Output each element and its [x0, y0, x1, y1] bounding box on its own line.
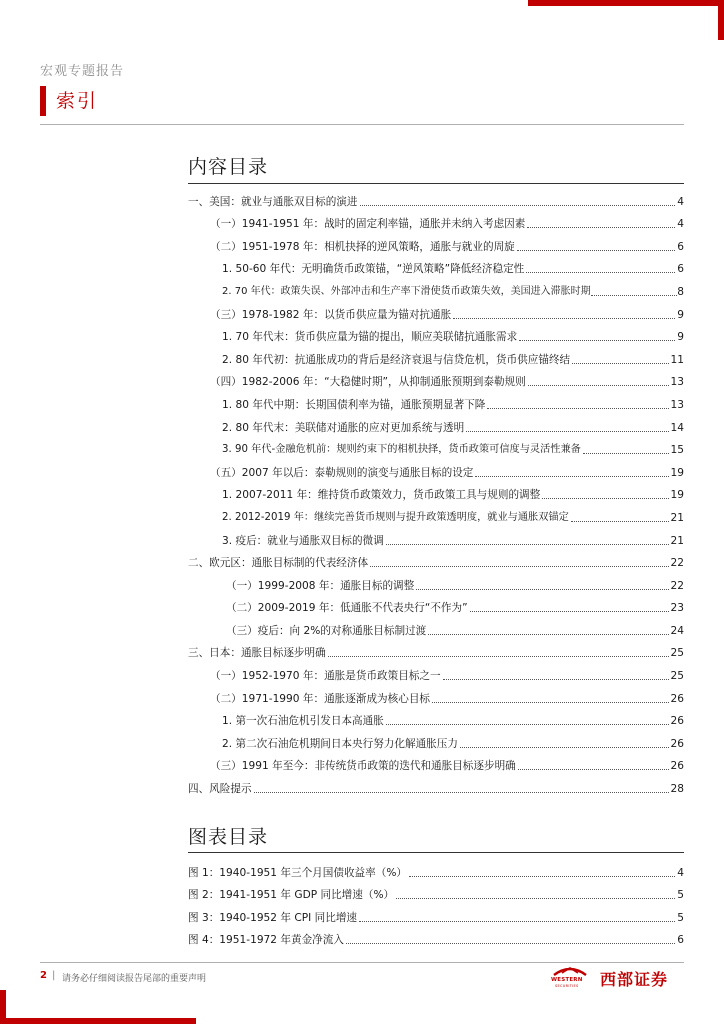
footer-disclaimer: 请务必仔细阅读报告尾部的重要声明	[62, 974, 207, 984]
footer-separator: |	[52, 970, 56, 981]
figure-entry[interactable]: 图 2：1941-1951 年 GDP 同比增速（%） 5	[188, 889, 684, 902]
toc-heading-rule	[188, 183, 684, 184]
toc-entry[interactable]: 2. 70 年代：政策失误、外部冲击和生产率下滑使货币政策失效，美国进入滞胀时期 8	[222, 285, 684, 298]
toc-entry[interactable]: 1. 50-60 年代：无明确货币政策锚，“逆风策略”降低经济稳定性 6	[222, 263, 684, 276]
figure-list-heading: 图表目录	[188, 826, 269, 848]
toc-heading: 内容目录	[188, 156, 269, 178]
report-type: 宏观专题报告	[40, 64, 125, 79]
figure-list	[188, 857, 684, 947]
toc-list	[188, 186, 684, 796]
figure-heading-rule	[188, 852, 684, 853]
toc-entry[interactable]: （一）1941-1951 年：战时的固定利率锚，通胀并未纳入考虑因素 4	[210, 218, 684, 231]
toc-entry[interactable]: 2. 2012-2019 年：继续完善货币规则与提升政策透明度，就业与通胀双锚定 21	[222, 511, 684, 524]
toc-entry[interactable]: 三、日本：通胀目标逐步明确 25	[188, 647, 684, 660]
toc-entry[interactable]: （三）1978-1982 年：以货币供应量为锚对抗通胀 9	[210, 308, 684, 321]
toc-entry[interactable]: （二）1951-1978 年：相机抉择的逆风策略，通胀与就业的周旋 6	[210, 240, 684, 253]
logo-text-en-sub: SECURITIES	[555, 984, 579, 988]
toc-entry[interactable]: 2. 80 年代末：美联储对通胀的应对更加系统与透明 14	[222, 421, 684, 434]
header-divider	[40, 124, 684, 125]
footer-divider	[40, 962, 684, 963]
toc-entry[interactable]: （三）1991 年至今：非传统货币政策的迭代和通胀目标逐步明确 26	[210, 760, 684, 773]
toc-entry[interactable]: 1. 2007-2011 年：维持货币政策效力，货币政策工具与规则的调整 19	[222, 489, 684, 502]
toc-entry[interactable]: （四）1982-2006 年：“大稳健时期”，从抑制通胀预期到泰勒规则 13	[210, 376, 684, 389]
toc-entry[interactable]: 1. 70 年代末：货币供应量为锚的提出，顺应美联储抗通胀需求 9	[222, 331, 684, 344]
logo-text-cn: 西部证券	[600, 970, 669, 989]
toc-entry[interactable]: （一）1999-2008 年：通胀目标的调整 22	[226, 579, 684, 592]
toc-entry[interactable]: 1. 80 年代中期：长期国债利率为锚，通胀预期显著下降 13	[222, 398, 684, 411]
toc-entry[interactable]: 3. 疫后：就业与通胀双目标的微调 21	[222, 534, 684, 547]
top-corner-accent-vertical	[718, 0, 724, 40]
figure-entry[interactable]: 图 1：1940-1951 年三个月国债收益率（%） 4	[188, 866, 684, 879]
toc-entry[interactable]: （三）疫后：向 2%的对称通胀目标制过渡 24	[226, 624, 684, 637]
section-title: 索引	[56, 90, 99, 112]
toc-entry[interactable]: （二）2009-2019 年：低通胀不代表央行“不作为” 23	[226, 602, 684, 615]
logo-text-en: WESTERN	[551, 977, 583, 983]
toc-entry[interactable]: 2. 第二次石油危机期间日本央行努力化解通胀压力 26	[222, 737, 684, 750]
toc-entry[interactable]: （一）1952-1970 年：通胀是货币政策目标之一 25	[210, 670, 684, 683]
toc-entry[interactable]: （五）2007 年以后：泰勒规则的演变与通胀目标的设定 19	[210, 466, 684, 479]
toc-entry[interactable]: （二）1971-1990 年：通胀逐渐成为核心目标 26	[210, 692, 684, 705]
toc-entry[interactable]: 1. 第一次石油危机引发日本高通胀 26	[222, 715, 684, 728]
page-number: 2	[40, 970, 47, 981]
section-marker	[40, 86, 46, 116]
bottom-corner-accent-vertical	[0, 990, 6, 1024]
figure-entry[interactable]: 图 4：1951-1972 年黄金净流入 6	[188, 934, 684, 947]
top-corner-accent	[528, 0, 724, 6]
bottom-corner-accent	[0, 1018, 196, 1024]
toc-entry[interactable]: 2. 80 年代初：抗通胀成功的背后是经济衰退与信贷危机，货币供应锚终结 11	[222, 353, 684, 366]
toc-entry[interactable]: 四、风险提示 28	[188, 783, 684, 796]
toc-entry[interactable]: 3. 90 年代-金融危机前：规则约束下的相机抉择，货币政策可信度与灵活性兼备 15	[222, 444, 684, 457]
toc-entry[interactable]: 二、欧元区：通胀目标制的代表经济体 22	[188, 557, 684, 570]
figure-entry[interactable]: 图 3：1940-1952 年 CPI 同比增速 5	[188, 911, 684, 924]
toc-entry[interactable]: 一、美国：就业与通胀双目标的演进 4	[188, 195, 684, 208]
